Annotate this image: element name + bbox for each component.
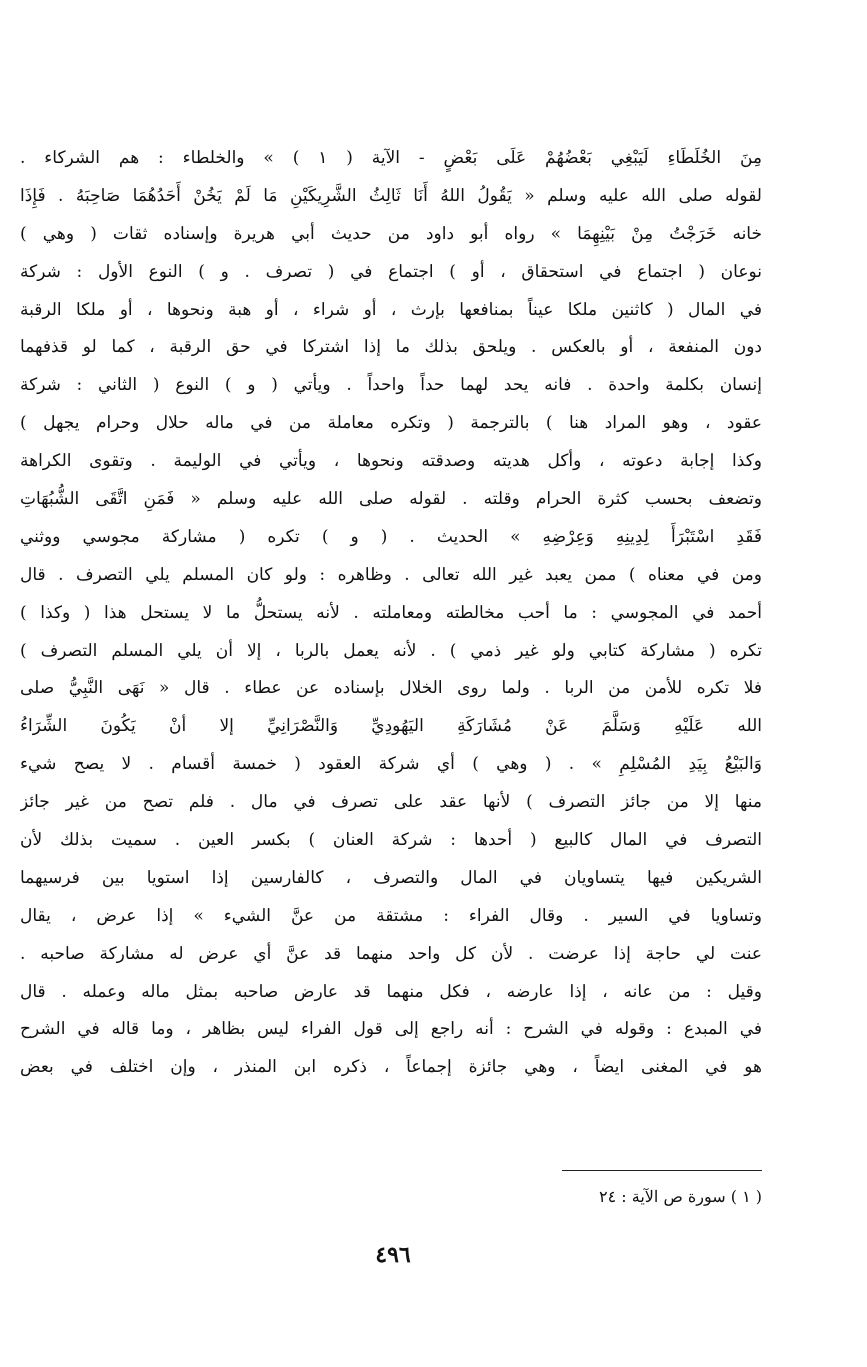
text-line: لقوله صلى الله عليه وسلم « يَقُولُ اللهُ أَنَا ثَالِثُ الشَّرِيكَيْنِ مَا لَمْ يَخُنْ أَحَدُهُمَا صَاحِبَهُ . فَإِذَا [20, 185, 762, 206]
footnote: ( ١ ) سورة ص الآية : ٢٤ [599, 1187, 762, 1206]
text-line: التصرف في المال كالبيع ( أحدها : شركة العنان ) بكسر العين . سميت بذلك لأن [20, 830, 762, 851]
text-line: أحمد في المجوسي : ما أحب مخالطته ومعاملته . لأنه يستحلُّ ما لا يستحل هذا ( وكذا ) [20, 602, 762, 623]
text-line: تكره ( مشاركة كتابي ولو غير ذمي ) . لأنه يعمل بالربا ، إلا أن يلي المسلم التصرف ) [20, 640, 762, 661]
text-line: الشريكين فيها يتساويان في المال والتصرف ، كالفارسين إذا استويا بين فرسيهما [20, 867, 762, 888]
footnote-separator [562, 1170, 762, 1171]
text-line: منها إلا من جائز التصرف ) لأنها عقد على تصرف في مال . فلم تصح من غير جائز [20, 792, 762, 813]
text-line: خانه خَرَجْتُ مِنْ بَيْنِهِمَا » رواه أبو داود من حديث أبي هريرة وإسناده ثقات ( وهي ) [20, 223, 762, 244]
text-line: دون المنفعة ، أو بالعكس . ويلحق بذلك ما إذا اشتركا في حق الرقبة ، كما لو قذفهما [20, 337, 762, 358]
text-line: مِنَ الخُلَطَاءِ لَيَبْغِي بَعْضُهُمْ عَلَى بَعْضٍ - الآية ( ١ ) » والخلطاء : هم الشركاء . [20, 148, 762, 168]
text-line: في المال ( كاثنين ملكا عيناً بمنافعها بإرث ، أو شراء ، أو هبة ونحوها ، أو ملكا الرقبة [20, 299, 762, 320]
text-line: فَقَدِ اسْتَبْرَأَ لِدِينِهِ وَعِرْضِهِ » الحديث . ( و ) تكره ( مشاركة مجوسي ووثني [20, 526, 762, 547]
text-line: وكذا إجابة دعوته ، وأكل هديته وصدقته ونحوها ، ويأتي في الوليمة . وتقوى الكراهة [20, 451, 762, 472]
text-line: وقيل : من عانه ، إذا عارضه ، فكل منهما قد عارض صاحبه بمثل ماله وعمله . قال [20, 981, 762, 1002]
text-line: إنسان بكلمة واحدة . فانه يحد لهما حداً واحداً . ويأتي ( و ) النوع ( الثاني : شركة [20, 375, 762, 396]
body-text [20, 140, 762, 1087]
text-line: ومن في معناه ) ممن يعبد غير الله تعالى . وظاهره : ولو كان المسلم يلي التصرف . قال [20, 564, 762, 585]
text-line: نوعان ( اجتماع في استحقاق ، أو ) اجتماع في ( تصرف . و ) النوع الأول : شركة [20, 261, 762, 282]
text-line: وَالبَيْعُ بِيَدِ المُسْلِمِ » . ( وهي ) أي شركة العقود ( خمسة أقسام . لا يصح شيء [20, 754, 762, 775]
text-line: عنت لي حاجة إذا عرضت . لأن كل واحد منهما قد عنَّ أي عرض له مشاركة صاحبه . [20, 943, 762, 964]
page-number: ٤٩٦ [375, 1242, 411, 1268]
text-line: في المبدع : وقوله في الشرح : أنه راجع إلى قول الفراء ليس بظاهر ، وما قاله في الشرح [20, 1019, 762, 1040]
text-line: عقود ، وهو المراد هنا ) بالترجمة ( وتكره معاملة من في ماله حلال وحرام يجهل ) [20, 413, 762, 434]
text-line: فلا تكره للأمن من الربا . ولما روى الخلال بإسناده عن عطاء . قال « نَهَى النَّبِيُّ صلى [20, 678, 762, 699]
text-line: هو في المغنى ايضاً ، وهي جائزة إجماعاً ، ذكره ابن المنذر ، وإن اختلف في بعض [20, 1057, 762, 1078]
text-line: الله عَلَيْهِ وَسَلَّمَ عَنْ مُشَارَكَةِ اليَهُودِيِّ وَالنَّصْرَانِيِّ إلا أنْ يَكُونَ الشِّرَاءُ [20, 716, 762, 737]
text-line: وتضعف بحسب كثرة الحرام وقلته . لقوله صلى الله عليه وسلم « فَمَنِ اتَّقَى الشُّبُهَاتِ [20, 489, 762, 510]
text-line: وتساويا في السير . وقال الفراء : مشتقة من عنَّ الشيء » إذا عرض ، يقال [20, 905, 762, 926]
